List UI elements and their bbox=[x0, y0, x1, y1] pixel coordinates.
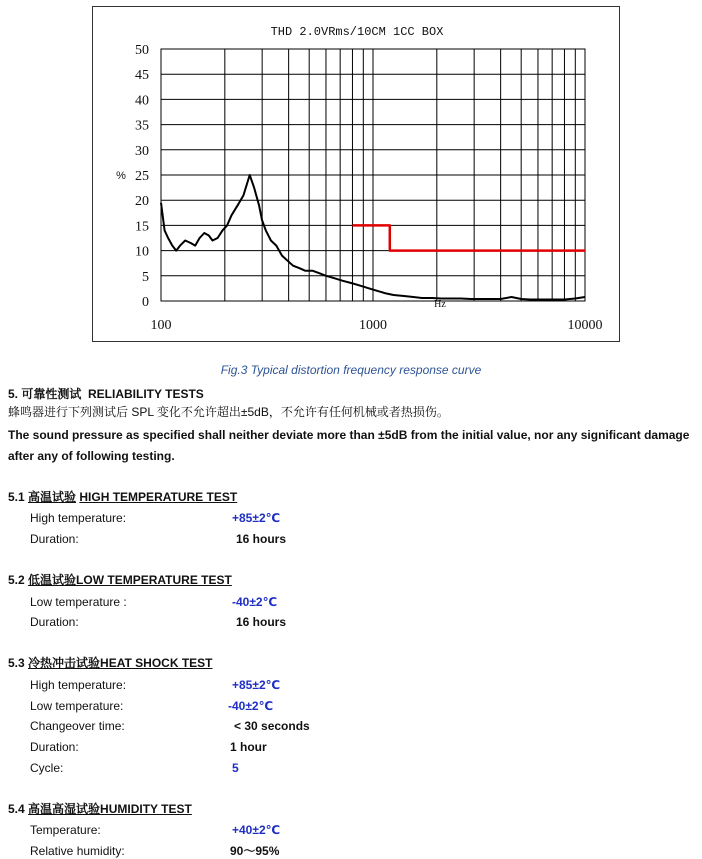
s53-row-label: Cycle: bbox=[30, 761, 64, 775]
x-tick-label: 10000 bbox=[567, 318, 603, 333]
y-tick-label: 5 bbox=[142, 269, 149, 285]
section-5-heading-en: RELIABILITY TESTS bbox=[88, 387, 204, 401]
section-5-3-cn: 冷热冲击试验 bbox=[28, 656, 101, 670]
x-axis-label: Hz bbox=[434, 299, 446, 310]
s51-row-label: Duration: bbox=[30, 532, 79, 546]
s53-row-value: -40±2℃ bbox=[228, 699, 274, 713]
s52-row-value: 16 hours bbox=[236, 615, 287, 629]
y-axis-label: % bbox=[116, 170, 126, 182]
x-tick-label: 1000 bbox=[359, 318, 387, 333]
y-tick-label: 10 bbox=[135, 244, 149, 260]
s53-row-value: 1 hour bbox=[230, 740, 267, 754]
section-5-4-heading bbox=[8, 801, 192, 817]
thd-chart bbox=[92, 6, 620, 342]
section-5-3-num: 5.3 bbox=[8, 656, 25, 670]
s53-row-value: < 30 seconds bbox=[234, 719, 310, 733]
s54-row-value: 90～95% bbox=[230, 844, 280, 858]
section-5-1-num: 5.1 bbox=[8, 490, 25, 504]
s53-row-label: Low temperature: bbox=[30, 699, 124, 713]
s53-row-value: 5 bbox=[232, 761, 239, 775]
x-tick-label: 100 bbox=[150, 318, 172, 333]
s53-row-value: +85±2℃ bbox=[232, 678, 281, 692]
section-5-heading bbox=[8, 386, 204, 402]
section-5-1-en: HIGH TEMPERATURE TEST bbox=[79, 490, 238, 504]
section-5-text-cn: 蜂鸣器进行下列测试后 SPL 变化不允许超出±5dB，不允许有任何机械或者热损伤。 bbox=[8, 405, 449, 419]
y-tick-label: 40 bbox=[135, 93, 149, 109]
section-5-2-num: 5.2 bbox=[8, 573, 25, 587]
section-5-1-cn: 高温试验 bbox=[28, 490, 77, 504]
s52-row-label: Duration: bbox=[30, 615, 79, 629]
section-5-text-en-1: The sound pressure as specified shall neither deviate more than ±5dB from the initial value, nor any significant damage bbox=[8, 428, 690, 442]
s51-row-value: 16 hours bbox=[236, 532, 287, 546]
s51-row-value: +85±2℃ bbox=[232, 511, 281, 525]
section-5-text-en-2: after any of following testing. bbox=[8, 449, 175, 463]
limit-line bbox=[353, 225, 586, 250]
s54-row-label: Relative humidity: bbox=[30, 844, 125, 858]
chart-title: THD 2.0VRms/10CM 1CC BOX bbox=[270, 25, 444, 39]
s52-row-value: -40±2℃ bbox=[232, 595, 278, 609]
s53-row-label: Changeover time: bbox=[30, 719, 125, 733]
y-tick-label: 20 bbox=[135, 194, 149, 210]
thd-chart-svg bbox=[93, 7, 621, 343]
y-tick-label: 35 bbox=[135, 118, 149, 134]
section-5-2-heading bbox=[8, 572, 232, 588]
section-5-4-en: HUMIDITY TEST bbox=[100, 802, 192, 816]
figure-caption: Fig.3 Typical distortion frequency response curve bbox=[220, 363, 482, 377]
s52-row-label: Low temperature : bbox=[30, 595, 127, 609]
section-5-2-en: LOW TEMPERATURE TEST bbox=[76, 573, 232, 587]
s54-row-label: Temperature: bbox=[30, 823, 101, 837]
y-tick-label: 25 bbox=[135, 169, 149, 184]
y-tick-label: 45 bbox=[135, 68, 149, 84]
y-tick-label: 15 bbox=[135, 219, 149, 235]
s54-row-value: +40±2℃ bbox=[232, 823, 281, 837]
y-tick-label: 30 bbox=[135, 143, 149, 159]
section-5-3-en: HEAT SHOCK TEST bbox=[100, 656, 213, 670]
s51-row-label: High temperature: bbox=[30, 511, 127, 525]
y-tick-label: 50 bbox=[135, 43, 149, 58]
s53-row-label: High temperature: bbox=[30, 678, 127, 692]
section-5-3-heading bbox=[8, 655, 213, 671]
section-5-heading-cn: 5. 可靠性测试 bbox=[8, 387, 82, 401]
section-5-2-cn: 低温试验 bbox=[28, 573, 77, 587]
section-5-4-num: 5.4 bbox=[8, 802, 25, 816]
s53-row-label: Duration: bbox=[30, 740, 79, 754]
section-5-4-cn: 高温高湿试验 bbox=[28, 802, 101, 816]
section-5-1-heading bbox=[8, 489, 237, 505]
y-tick-label: 0 bbox=[142, 295, 149, 310]
